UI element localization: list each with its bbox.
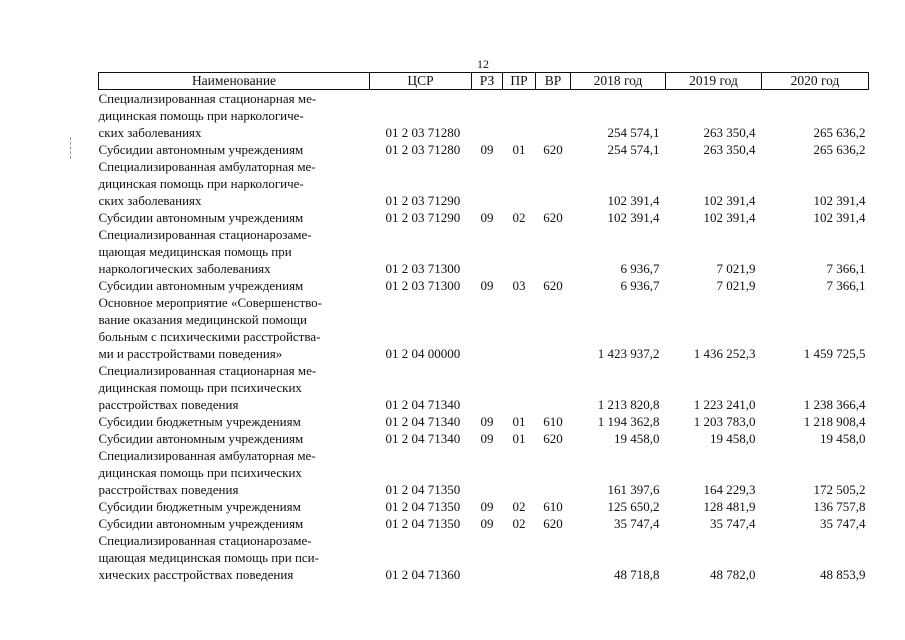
row-pr (503, 294, 536, 362)
row-name-line: больным с психическими расстройства- (98, 329, 321, 344)
row-name-line: Субсидии автономным учреждениям (98, 516, 304, 531)
row-csr: 01 2 03 71290 (385, 193, 461, 208)
row-value-2019: 263 350,4 (703, 142, 756, 157)
row-name (99, 158, 370, 209)
row-value-2018: 19 458,0 (614, 431, 660, 446)
row-rz: 09 (480, 210, 494, 225)
row-value-2018: 6 936,7 (620, 261, 660, 276)
table-row (99, 294, 869, 362)
row-value-2020: 102 391,4 (813, 210, 866, 225)
row-csr: 01 2 04 71350 (385, 499, 461, 514)
row-name-line: дицинская помощь при наркологиче- (98, 176, 304, 191)
row-rz: 09 (480, 516, 494, 531)
row-vr: 620 (543, 516, 563, 531)
row-vr: 620 (543, 142, 563, 157)
row-vr (536, 226, 571, 277)
row-name (99, 447, 370, 498)
row-name-line: Субсидии автономным учреждениям (98, 142, 304, 157)
row-csr: 01 2 03 71280 (385, 125, 461, 140)
row-rz (472, 158, 503, 209)
row-value-2019: 7 021,9 (716, 261, 756, 276)
row-pr: 01 (512, 414, 526, 429)
row-pr (503, 90, 536, 142)
row-name (99, 209, 370, 226)
row-rz (472, 532, 503, 583)
header-csr: ЦСР (370, 73, 472, 90)
row-value-2018: 102 391,4 (607, 210, 660, 225)
row-value-2018: 1 213 820,8 (597, 397, 660, 412)
row-name-line: Субсидии автономным учреждениям (98, 278, 304, 293)
budget-table (98, 72, 869, 583)
row-value-2018: 125 650,2 (607, 499, 660, 514)
row-pr: 01 (512, 431, 526, 446)
row-name-line: Специализированная стационарозаме- (98, 533, 312, 548)
row-vr: 620 (543, 210, 563, 225)
row-rz: 09 (480, 278, 494, 293)
row-rz (472, 362, 503, 413)
row-name-line: ских заболеваниях (98, 125, 202, 140)
row-csr: 01 2 03 71290 (385, 210, 461, 225)
row-rz: 09 (480, 431, 494, 446)
row-value-2020: 136 757,8 (813, 499, 866, 514)
table-row (99, 413, 869, 430)
row-vr (536, 158, 571, 209)
row-name (99, 141, 370, 158)
row-csr: 01 2 04 00000 (385, 346, 461, 361)
row-value-2020: 1 238 366,4 (803, 397, 866, 412)
row-value-2020: 265 636,2 (813, 125, 866, 140)
row-name (99, 413, 370, 430)
table-row (99, 158, 869, 209)
row-name-line: расстройствах поведения (98, 482, 239, 497)
header-2018: 2018 год (571, 73, 666, 90)
row-value-2018: 48 718,8 (614, 567, 660, 582)
row-value-2018: 161 397,6 (607, 482, 660, 497)
row-csr: 01 2 04 71350 (385, 482, 461, 497)
row-value-2019: 7 021,9 (716, 278, 756, 293)
row-value-2020: 265 636,2 (813, 142, 866, 157)
row-name-line: Субсидии автономным учреждениям (98, 210, 304, 225)
row-value-2018: 35 747,4 (614, 516, 660, 531)
row-value-2020: 48 853,9 (820, 567, 866, 582)
table-row (99, 226, 869, 277)
row-value-2018: 6 936,7 (620, 278, 660, 293)
row-pr: 02 (512, 499, 526, 514)
row-rz (472, 90, 503, 142)
row-name (99, 498, 370, 515)
row-name (99, 277, 370, 294)
header-rz: РЗ (472, 73, 503, 90)
row-name (99, 532, 370, 583)
row-value-2018: 1 423 937,2 (597, 346, 660, 361)
row-pr (503, 226, 536, 277)
row-value-2020: 102 391,4 (813, 193, 866, 208)
row-pr (503, 158, 536, 209)
row-value-2019: 128 481,9 (703, 499, 756, 514)
table-row (99, 209, 869, 226)
row-value-2019: 102 391,4 (703, 193, 756, 208)
row-rz (472, 447, 503, 498)
row-name-line: Специализированная стационарная ме- (98, 91, 317, 106)
page-number: 12 (477, 57, 489, 71)
row-rz: 09 (480, 414, 494, 429)
row-name (99, 515, 370, 532)
row-name-line: Специализированная стационарозаме- (98, 227, 312, 242)
row-value-2020: 7 366,1 (826, 261, 866, 276)
row-value-2019: 48 782,0 (710, 567, 756, 582)
row-name-line: Субсидии бюджетным учреждениям (98, 414, 301, 429)
row-name-line: наркологических заболеваниях (98, 261, 271, 276)
row-name-line: Специализированная амбулаторная ме- (98, 448, 316, 463)
row-value-2019: 1 203 783,0 (693, 414, 756, 429)
table-row (99, 141, 869, 158)
row-name-line: дицинская помощь при наркологиче- (98, 108, 304, 123)
row-name-line: хических расстройствах поведения (98, 567, 294, 582)
row-csr: 01 2 03 71280 (385, 142, 461, 157)
header-pr: ПР (503, 73, 536, 90)
row-vr: 610 (543, 414, 563, 429)
row-csr: 01 2 04 71340 (385, 414, 461, 429)
row-value-2018: 254 574,1 (607, 125, 660, 140)
row-value-2020: 19 458,0 (820, 431, 866, 446)
row-pr (503, 362, 536, 413)
row-rz: 09 (480, 499, 494, 514)
row-value-2020: 172 505,2 (813, 482, 866, 497)
row-name-line: Специализированная стационарная ме- (98, 363, 317, 378)
row-name (99, 362, 370, 413)
row-pr (503, 532, 536, 583)
table-row (99, 498, 869, 515)
scan-margin-marks (70, 137, 73, 159)
row-vr (536, 294, 571, 362)
row-csr: 01 2 04 71350 (385, 516, 461, 531)
row-name-line: Основное мероприятие «Совершенство- (98, 295, 323, 310)
header-name: Наименование (99, 73, 370, 90)
row-name-line: вание оказания медицинской помощи (98, 312, 307, 327)
table-row (99, 277, 869, 294)
row-value-2019: 19 458,0 (710, 431, 756, 446)
row-name (99, 294, 370, 362)
row-name-line: ми и расстройствами поведения» (98, 346, 283, 361)
row-vr (536, 447, 571, 498)
table-row (99, 362, 869, 413)
table-row (99, 447, 869, 498)
row-vr (536, 90, 571, 142)
row-rz: 09 (480, 142, 494, 157)
table-row (99, 90, 869, 142)
row-name-line: Субсидии автономным учреждениям (98, 431, 304, 446)
row-csr: 01 2 04 71340 (385, 431, 461, 446)
row-name-line: щающая медицинская помощь при (98, 244, 292, 259)
row-value-2020: 1 459 725,5 (803, 346, 866, 361)
row-value-2018: 1 194 362,8 (597, 414, 660, 429)
row-vr (536, 362, 571, 413)
row-name-line: ских заболеваниях (98, 193, 202, 208)
row-name-line: дицинская помощь при психических (98, 380, 302, 395)
table-header-row (99, 73, 869, 90)
row-csr: 01 2 04 71360 (385, 567, 461, 582)
row-value-2020: 35 747,4 (820, 516, 866, 531)
row-value-2020: 7 366,1 (826, 278, 866, 293)
row-value-2018: 102 391,4 (607, 193, 660, 208)
row-name-line: дицинская помощь при психических (98, 465, 302, 480)
row-csr: 01 2 03 71300 (385, 278, 461, 293)
row-value-2018: 254 574,1 (607, 142, 660, 157)
row-value-2020: 1 218 908,4 (803, 414, 866, 429)
row-value-2019: 263 350,4 (703, 125, 756, 140)
row-value-2019: 164 229,3 (703, 482, 756, 497)
row-vr: 610 (543, 499, 563, 514)
row-rz (472, 226, 503, 277)
table-row (99, 515, 869, 532)
row-vr (536, 532, 571, 583)
header-vr: ВР (536, 73, 571, 90)
row-pr: 02 (512, 516, 526, 531)
row-pr: 02 (512, 210, 526, 225)
row-value-2019: 1 436 252,3 (693, 346, 756, 361)
row-csr: 01 2 04 71340 (385, 397, 461, 412)
table-row (99, 430, 869, 447)
row-value-2019: 1 223 241,0 (693, 397, 756, 412)
table-body (99, 90, 869, 584)
row-vr: 620 (543, 431, 563, 446)
row-pr: 03 (512, 278, 526, 293)
row-name (99, 430, 370, 447)
row-name (99, 90, 370, 142)
row-pr (503, 447, 536, 498)
header-2019: 2019 год (666, 73, 762, 90)
row-vr: 620 (543, 278, 563, 293)
row-name-line: Субсидии бюджетным учреждениям (98, 499, 301, 514)
row-pr: 01 (512, 142, 526, 157)
row-name-line: Специализированная амбулаторная ме- (98, 159, 316, 174)
row-name-line: расстройствах поведения (98, 397, 239, 412)
header-2020: 2020 год (762, 73, 869, 90)
row-rz (472, 294, 503, 362)
table-row (99, 532, 869, 583)
row-name (99, 226, 370, 277)
row-value-2019: 102 391,4 (703, 210, 756, 225)
row-csr: 01 2 03 71300 (385, 261, 461, 276)
row-value-2019: 35 747,4 (710, 516, 756, 531)
row-name-line: щающая медицинская помощь при пси- (98, 550, 319, 565)
